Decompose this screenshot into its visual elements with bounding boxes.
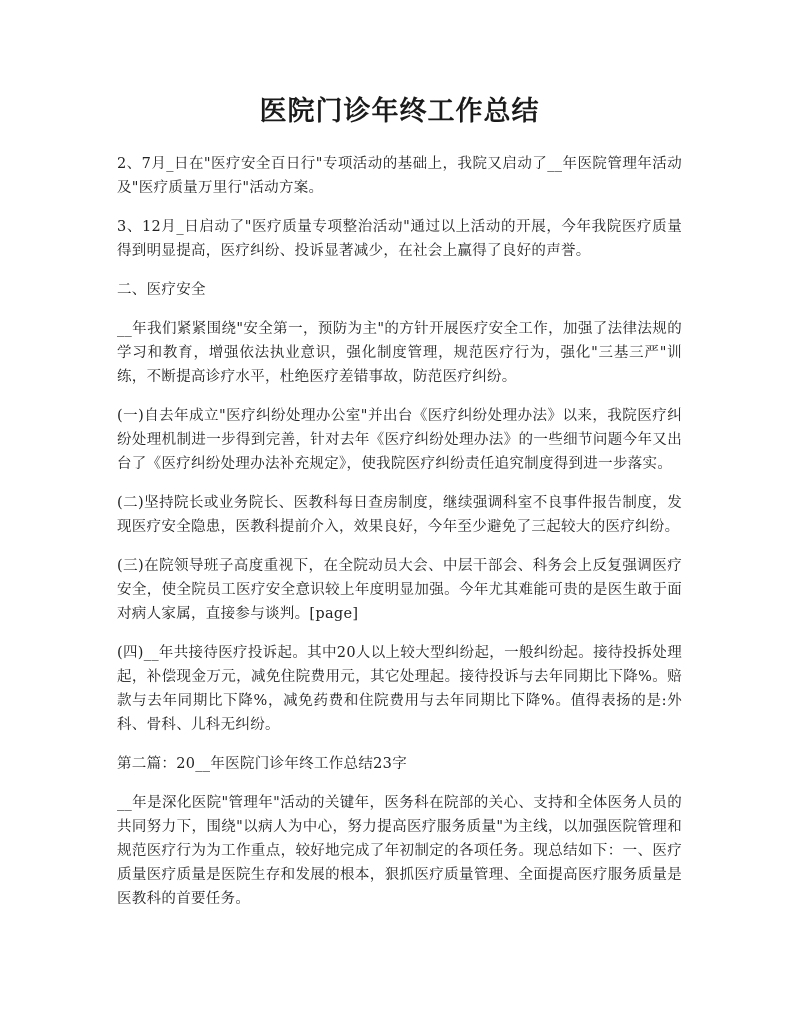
paragraph-item-2-july: 2、7月_日在"医疗安全百日行"专项活动的基础上，我院又启动了__年医院管理年活动及"医疗质量万里行"活动方案。 bbox=[117, 156, 682, 196]
paragraph-part-two-intro: __年是深化医院"管理年"活动的关键年，医务科在院部的关心、支持和全体医务人员的共同努力下，围绕"以病人为中心，努力提高医疗服务质量"为主线，以加强医院管理和规范医疗行为为工作重点，较好地完成了年初制定的各项任务。现总结如下：一、医疗质量医疗质量是医院生存和发展的根本，狠抓医疗质量管理、全面提高医疗服务质量是医教科的首要任务。 bbox=[117, 795, 682, 907]
paragraph-safety-point-1: (一)自去年成立"医疗纠纷处理办公室"并出台《医疗纠纷处理办法》以来，我院医疗纠纷处理机制进一步得到完善，针对去年《医疗纠纷处理办法》的一些细节问题今年又出台了《医疗纠纷处理办法补充规定》，使我院医疗纠纷责任追究制度得到进一步落实。 bbox=[117, 408, 682, 472]
paragraph-item-3-december: 3、12月_日启动了"医疗质量专项整治活动"通过以上活动的开展，今年我院医疗质量得到明显提高，医疗纠纷、投诉显著减少，在社会上赢得了良好的声誉。 bbox=[117, 219, 682, 259]
section-heading-part-two: 第二篇：20__年医院门诊年终工作总结23字 bbox=[117, 756, 407, 772]
document-title: 医院门诊年终工作总结 bbox=[259, 96, 540, 127]
paragraph-safety-point-2: (二)坚持院长或业务院长、医教科每日查房制度，继续强调科室不良事件报告制度，发现医疗安全隐患，医教科提前介入，效果良好，今年至少避免了三起较大的医疗纠纷。 bbox=[117, 495, 682, 535]
section-heading-medical-safety: 二、医疗安全 bbox=[117, 282, 206, 298]
paragraph-safety-point-3: (三)在院领导班子高度重视下，在全院动员大会、中层干部会、科务会上反复强调医疗安全，使全院员工医疗安全意识较上年度明显加强。今年尤其难能可贵的是医生敢于面对病人家属，直接参与谈判。[page] bbox=[117, 558, 682, 622]
paragraph-safety-overview: __年我们紧紧围绕"安全第一，预防为主"的方针开展医疗安全工作，加强了法律法规的学习和教育，增强依法执业意识，强化制度管理，规范医疗行为，强化"三基三严"训练，不断提高诊疗水平，杜绝医疗差错事故，防范医疗纠纷。 bbox=[117, 321, 682, 385]
paragraph-safety-point-4: (四)__年共接待医疗投诉起。其中20人以上较大型纠纷起，一般纠纷起。接待投拆处理起，补偿现金万元，减免住院费用元，其它处理起。接待投诉与去年同期比下降%。赔款与去年同期比下降%，减免药费和住院费用与去年同期比下降%。值得表扬的是:外科、骨科、儿科无纠纷。 bbox=[117, 645, 682, 733]
